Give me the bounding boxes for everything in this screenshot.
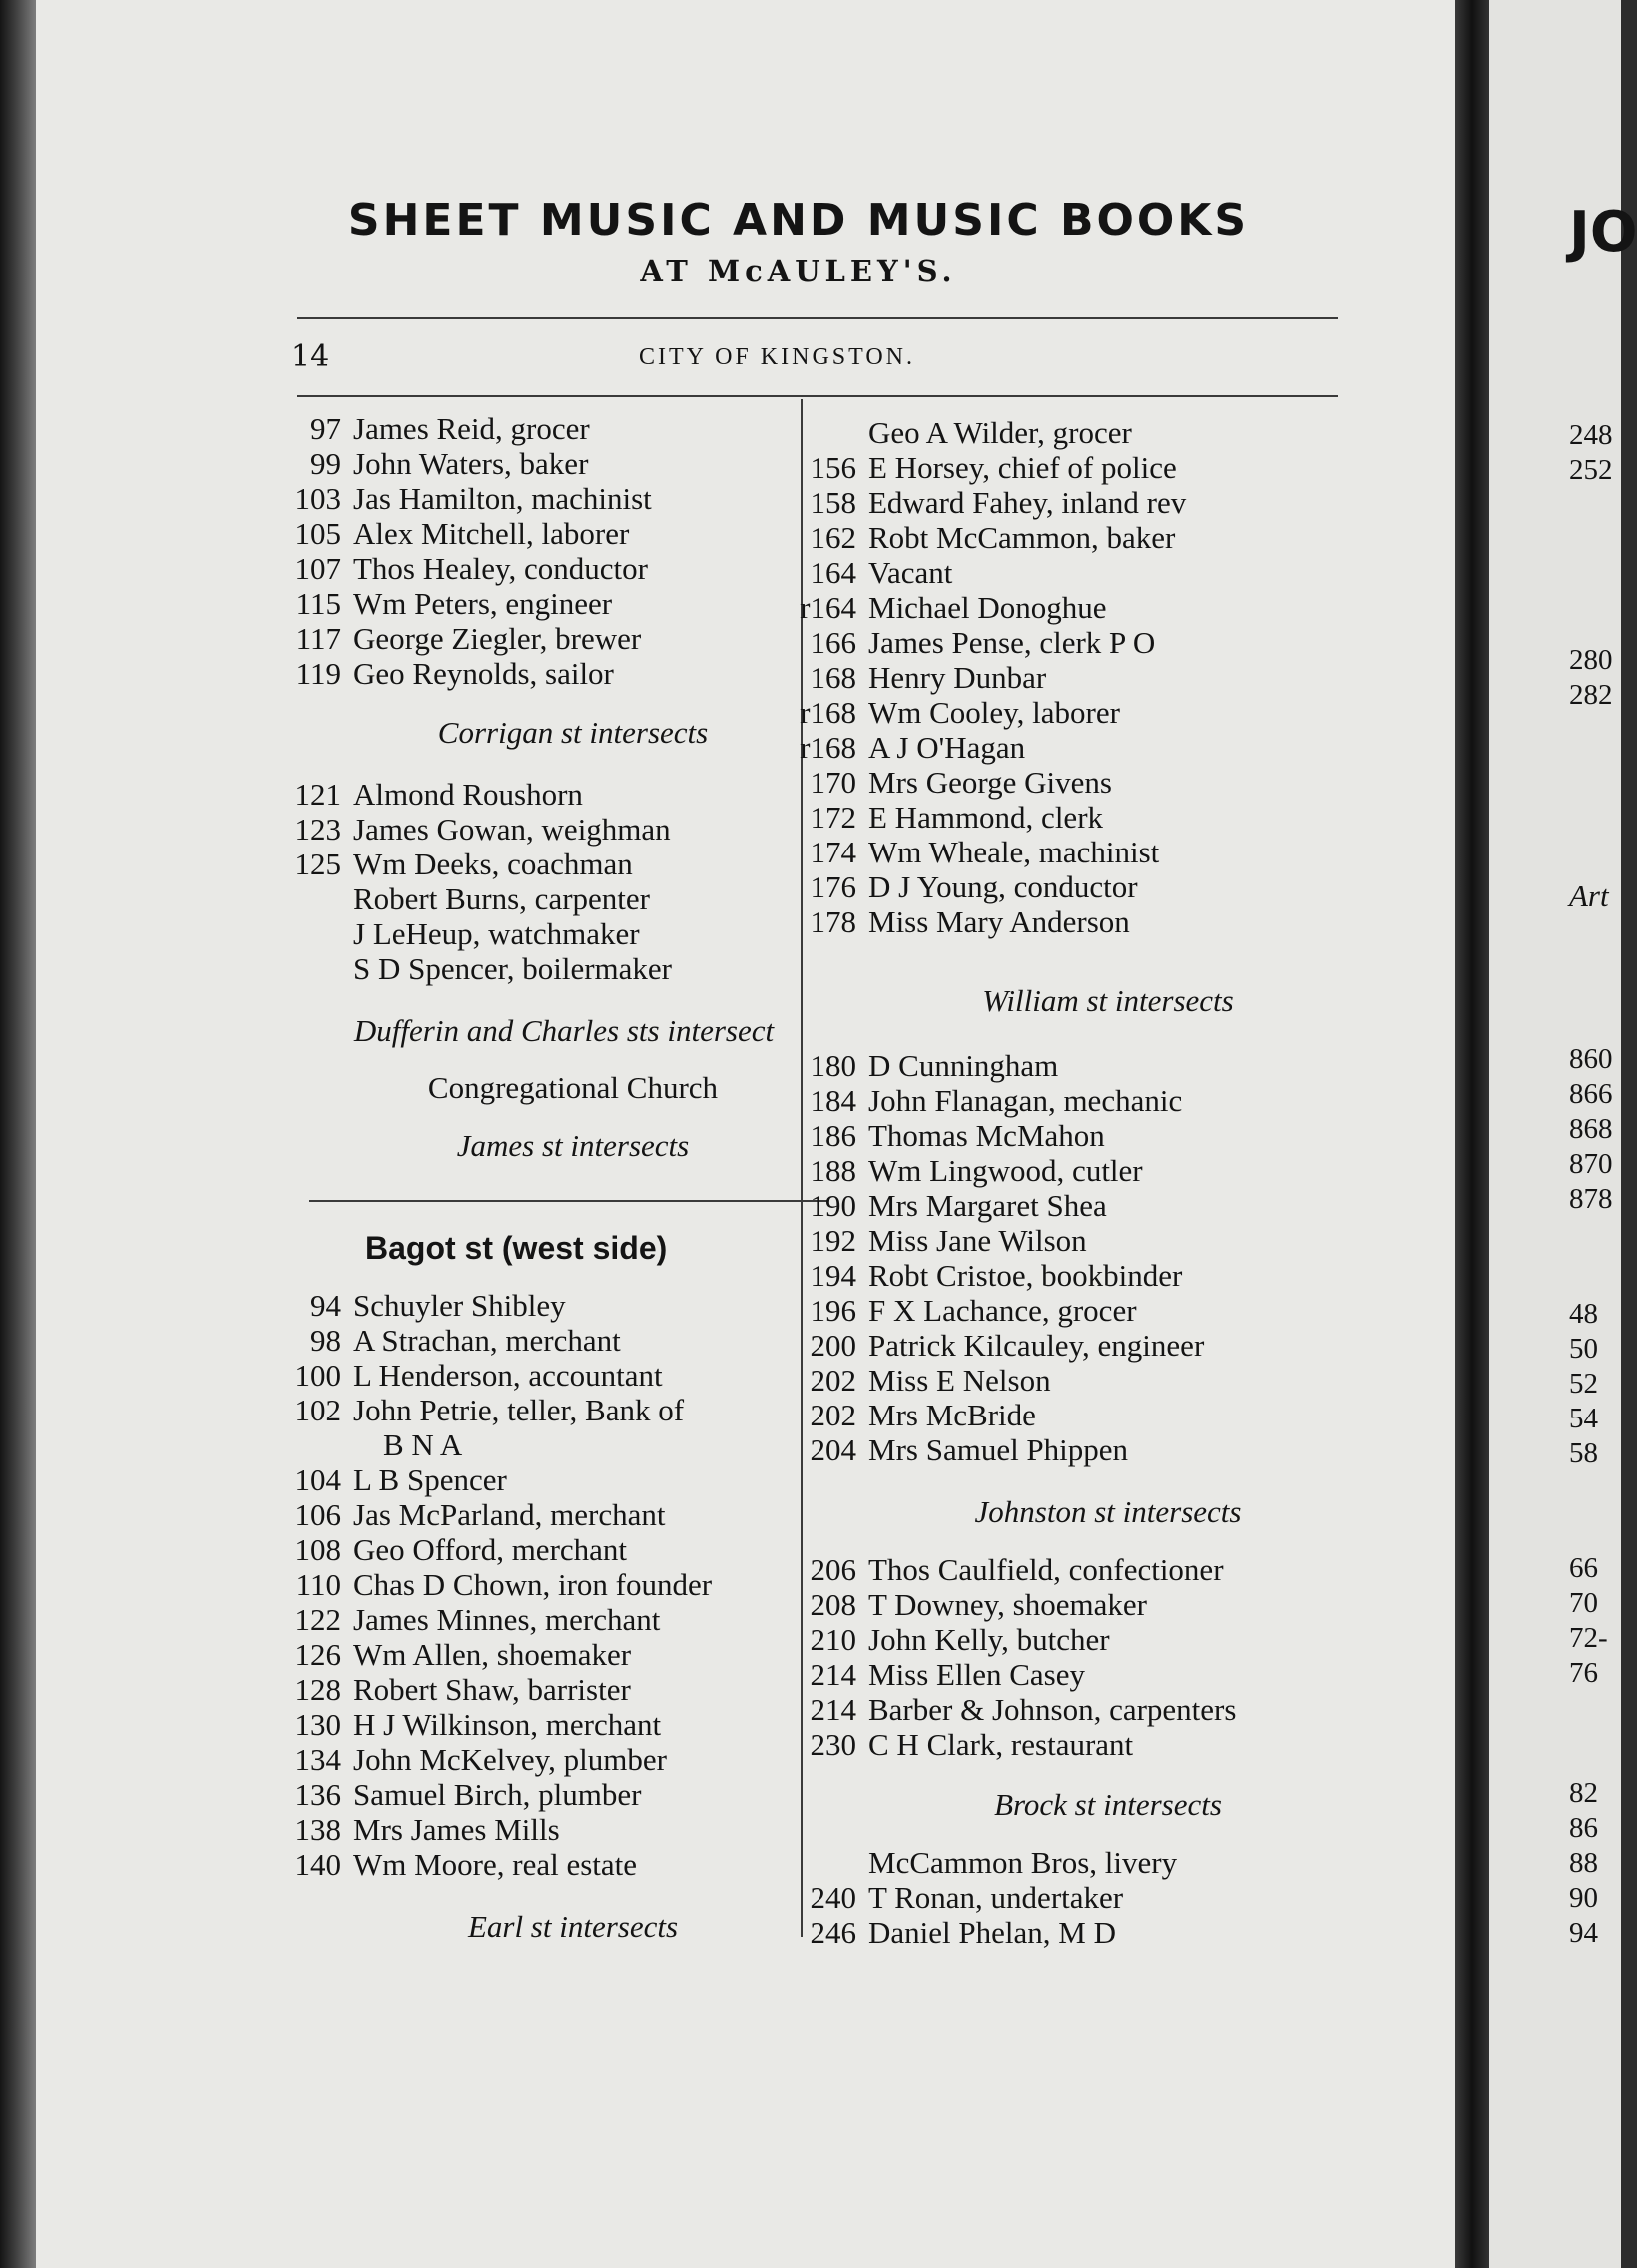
resident-name: Geo Reynolds, sailor [353,656,614,691]
directory-entry [800,730,1026,766]
house-number: 164 [810,555,856,590]
house-number: 105 [294,516,341,551]
adjacent-house-number: 870 [1569,1148,1613,1180]
directory-entry [294,1462,507,1498]
house-number: 210 [810,1622,856,1657]
directory-entry [810,1552,1224,1588]
house-number: r164 [800,590,856,625]
directory-entry [310,446,589,482]
adjacent-house-number: 252 [1569,454,1613,486]
house-number: 192 [810,1223,856,1258]
house-number: 108 [294,1532,341,1567]
resident-name: Jas McParland, merchant [353,1497,666,1532]
resident-name: James Reid, grocer [353,411,590,446]
adjacent-house-number: 82 [1569,1777,1598,1809]
adjacent-house-number: 88 [1569,1847,1598,1879]
resident-name: James Gowan, weighman [353,812,671,847]
adjacent-house-number: 90 [1569,1882,1598,1914]
house-number: 166 [810,625,856,660]
directory-entry [294,777,583,813]
house-number: 103 [294,481,341,516]
intersect-william: William st intersects [982,983,1234,1018]
adjacent-house-number: 866 [1569,1078,1613,1110]
directory-page [36,0,1457,2268]
house-number: 100 [294,1358,341,1393]
directory-entry [810,660,1047,696]
directory-entry [810,869,1138,905]
resident-name: T Ronan, undertaker [868,1880,1124,1915]
house-number: 240 [810,1880,856,1915]
house-number: 136 [294,1777,341,1812]
directory-entry [810,1048,1059,1084]
directory-entry [294,1358,663,1394]
resident-name: Alex Mitchell, laborer [353,516,630,551]
house-number: 202 [810,1398,856,1432]
adjacent-art-fragment: Art [1569,878,1609,913]
directory-entry [810,1153,1143,1189]
house-number: 178 [810,904,856,939]
resident-name: Miss Jane Wilson [868,1223,1087,1258]
adjacent-house-number: 878 [1569,1183,1613,1215]
directory-entry [810,1293,1137,1329]
adjacent-house-number: 282 [1569,679,1613,711]
house-number: 190 [810,1188,856,1223]
adjacent-house-number: 50 [1569,1333,1598,1365]
house-number: 106 [294,1497,341,1532]
adjacent-house-number: 86 [1569,1812,1598,1844]
resident-name: Thos Healey, conductor [353,551,648,586]
resident-name: John Waters, baker [353,446,589,481]
directory-entry [353,951,672,987]
intersect-earl: Earl st intersects [467,1909,679,1944]
house-number: r168 [800,730,856,765]
resident-name: J LeHeup, watchmaker [353,916,640,951]
adjacent-house-number: 94 [1569,1917,1598,1949]
directory-entry [294,1742,667,1778]
resident-name: Vacant [868,555,953,590]
directory-entry [810,555,953,591]
resident-name: H J Wilkinson, merchant [353,1707,662,1742]
directory-entry [810,1083,1183,1119]
resident-name: Wm Moore, real estate [353,1847,638,1882]
house-number: 130 [294,1707,341,1742]
house-number: 102 [294,1393,341,1427]
directory-entry [294,812,671,848]
adjacent-house-number: 72- [1569,1622,1608,1654]
resident-name: Geo A Wilder, grocer [868,415,1132,450]
directory-entry [810,765,1112,801]
directory-entry [810,1258,1183,1294]
directory-entry [353,916,640,952]
house-number: 176 [810,869,856,904]
resident-name: L B Spencer [353,1462,507,1497]
directory-entry [810,1363,1051,1399]
resident-name: Patrick Kilcauley, engineer [868,1328,1205,1363]
resident-name: B N A [383,1427,463,1462]
resident-name: Edward Fahey, inland rev [868,485,1187,520]
directory-entry [294,1847,638,1883]
resident-name: T Downey, shoemaker [868,1587,1147,1622]
house-number: 125 [294,847,341,881]
resident-name: Wm Allen, shoemaker [353,1637,632,1672]
directory-entry [294,1497,666,1533]
resident-name: C H Clark, restaurant [868,1727,1134,1762]
directory-entry [295,621,642,657]
resident-name: Schuyler Shibley [353,1288,566,1323]
book-spine [1455,0,1489,2268]
directory-entry [810,904,1130,940]
resident-name: Robt McCammon, baker [868,520,1176,555]
house-number: 126 [294,1637,341,1672]
house-number: 156 [810,450,856,485]
resident-name: James Pense, clerk P O [868,625,1156,660]
house-number: 119 [295,656,341,691]
house-number: 122 [294,1602,341,1637]
house-number: 214 [810,1657,856,1692]
resident-name: Robt Cristoe, bookbinder [868,1258,1183,1293]
house-number: 162 [810,520,856,555]
house-number: 98 [310,1323,341,1358]
directory-entry [810,625,1156,661]
directory-entry [810,450,1177,486]
congregational-church: Congregational Church [427,1070,719,1105]
resident-name: Wm Wheale, machinist [868,835,1160,869]
directory-entry [294,481,652,517]
resident-name: McCammon Bros, livery [868,1845,1178,1880]
house-number: 230 [810,1727,856,1762]
house-number: 188 [810,1153,856,1188]
house-number: 202 [810,1363,856,1398]
house-number: 104 [294,1462,341,1497]
house-number: 138 [294,1812,341,1847]
directory-entry [810,1915,1116,1951]
resident-name: John Flanagan, mechanic [868,1083,1183,1118]
directory-entry [810,1622,1110,1658]
adjacent-house-number: 52 [1569,1368,1598,1400]
directory-entry [294,847,633,882]
house-number: 246 [810,1915,856,1950]
resident-name: Mrs Samuel Phippen [868,1432,1129,1467]
resident-name: Wm Lingwood, cutler [868,1153,1143,1188]
resident-name: L Henderson, accountant [353,1358,663,1393]
directory-entry [295,586,613,622]
directory-entry [810,1727,1134,1763]
house-number: 117 [295,621,341,656]
resident-name: F X Lachance, grocer [868,1293,1137,1328]
house-number: 121 [294,777,341,812]
resident-name: Mrs George Givens [868,765,1112,800]
resident-name: George Ziegler, brewer [353,621,642,656]
directory-entry [810,1118,1105,1154]
resident-name: D Cunningham [868,1048,1059,1083]
directory-entry [810,485,1187,521]
directory-entry [810,800,1104,836]
left-column [294,0,793,2268]
right-column [800,0,1348,2268]
column-divider [801,399,803,1937]
adjacent-house-number: 860 [1569,1043,1613,1075]
resident-name: Henry Dunbar [868,660,1047,695]
directory-entry [295,1567,713,1603]
directory-entry [810,1223,1087,1259]
resident-name: Robert Shaw, barrister [353,1672,631,1707]
house-number: 99 [310,446,341,481]
resident-name: Barber & Johnson, carpenters [868,1692,1237,1727]
directory-entry [810,1432,1129,1468]
directory-entry [810,1880,1124,1916]
directory-entry [810,835,1160,870]
resident-name: Miss E Nelson [868,1363,1051,1398]
house-number: 196 [810,1293,856,1328]
book-gutter-left [0,0,40,2268]
section-rule [309,1200,828,1202]
house-number: 115 [295,586,341,621]
resident-name: Wm Peters, engineer [353,586,613,621]
house-number: 186 [810,1118,856,1153]
directory-entry [810,1398,1036,1433]
directory-entry [353,881,650,917]
resident-name: A Strachan, merchant [353,1323,621,1358]
house-number: 194 [810,1258,856,1293]
house-number: 128 [294,1672,341,1707]
resident-name: John Petrie, teller, Bank of [353,1393,685,1427]
resident-name: Wm Cooley, laborer [868,695,1120,730]
resident-name: Almond Roushorn [353,777,583,812]
adjacent-house-number: 54 [1569,1403,1598,1434]
resident-name: Daniel Phelan, M D [868,1915,1116,1950]
resident-name: Jas Hamilton, machinist [353,481,652,516]
directory-entry [810,1188,1107,1224]
resident-name: A J O'Hagan [868,730,1026,765]
adjacent-house-number: 66 [1569,1552,1598,1584]
directory-entry [294,1707,662,1743]
house-number: 170 [810,765,856,800]
resident-name: S D Spencer, boilermaker [353,951,672,986]
directory-entry [294,1777,642,1813]
intersect-brock: Brock st intersects [994,1787,1222,1822]
directory-entry [800,590,1107,626]
resident-name: Robert Burns, carpenter [353,881,650,916]
adjacent-house-number: 280 [1569,644,1613,676]
directory-entry [868,415,1132,451]
house-number: 134 [294,1742,341,1777]
resident-name: Miss Mary Anderson [868,904,1130,939]
advert-subtitle: AT McAULEY'S. [640,254,957,287]
directory-entry [294,551,648,587]
adjacent-house-number: 70 [1569,1587,1598,1619]
resident-name: Mrs Margaret Shea [868,1188,1107,1223]
adjacent-house-number: 48 [1569,1298,1598,1330]
resident-name: E Horsey, chief of police [868,450,1177,485]
house-number: 97 [310,411,341,446]
directory-entry [868,1845,1177,1881]
directory-entry [294,1672,631,1708]
directory-entry [294,1532,628,1568]
directory-entry [810,1692,1237,1728]
house-number: 107 [294,551,341,586]
house-number: 158 [810,485,856,520]
house-number: 208 [810,1587,856,1622]
resident-name: James Minnes, merchant [353,1602,661,1637]
house-number: 172 [810,800,856,835]
resident-name: Michael Donoghue [868,590,1107,625]
adjacent-house-number: 868 [1569,1113,1613,1145]
page-number: 14 [291,339,330,374]
house-number: 206 [810,1552,856,1587]
resident-name: John McKelvey, plumber [353,1742,667,1777]
intersect-james: James st intersects [456,1128,690,1163]
intersect-dufferin-charles: Dufferin and Charles sts intersect [353,1013,775,1048]
house-number: 200 [810,1328,856,1363]
resident-name: Miss Ellen Casey [868,1657,1085,1692]
directory-entry [310,1288,566,1324]
resident-name: Mrs James Mills [353,1812,560,1847]
directory-entry [294,1602,661,1638]
house-number: 184 [810,1083,856,1118]
adjacent-page-fragment [1489,0,1637,2268]
directory-entry [294,516,630,552]
house-number: 123 [294,812,341,847]
resident-name: Chas D Chown, iron founder [353,1567,713,1602]
resident-name: John Kelly, butcher [868,1622,1110,1657]
directory-entry [310,411,590,447]
directory-entry [800,695,1120,731]
intersect-corrigan: Corrigan st intersects [437,715,709,750]
house-number: 174 [810,835,856,869]
house-number: 204 [810,1432,856,1467]
section-title-bagot-west: Bagot st (west side) [365,1230,668,1266]
resident-name: Mrs McBride [868,1398,1036,1432]
directory-entry [294,1393,685,1428]
adjacent-house-number: 76 [1569,1657,1598,1689]
advert-title: SHEET MUSIC AND MUSIC BOOKS [347,195,1250,246]
house-number: 94 [310,1288,341,1323]
house-number: 180 [810,1048,856,1083]
intersect-johnston: Johnston st intersects [974,1494,1242,1529]
directory-entry [295,656,614,692]
house-number: r168 [800,695,856,730]
directory-entry [294,1637,632,1673]
resident-name: E Hammond, clerk [868,800,1104,835]
house-number: 110 [295,1567,341,1602]
resident-name: D J Young, conductor [868,869,1138,904]
directory-entry [310,1323,621,1359]
adjacent-logo-fragment: JO [1569,200,1637,265]
resident-name: Samuel Birch, plumber [353,1777,642,1812]
directory-entry [810,1587,1147,1623]
resident-name: Thos Caulfield, confectioner [868,1552,1224,1587]
house-number: 140 [294,1847,341,1882]
house-number: 214 [810,1692,856,1727]
resident-name: Thomas McMahon [868,1118,1105,1153]
running-title: CITY OF KINGSTON. [639,344,916,370]
resident-name: Geo Offord, merchant [353,1532,628,1567]
resident-name: Wm Deeks, coachman [353,847,633,881]
adjacent-house-number: 248 [1569,419,1613,451]
directory-entry [294,1812,560,1848]
directory-entry [810,1328,1205,1364]
house-number: 168 [810,660,856,695]
adjacent-house-number: 58 [1569,1437,1598,1469]
directory-entry [353,1427,462,1463]
directory-entry [810,1657,1085,1693]
directory-entry [810,520,1176,556]
